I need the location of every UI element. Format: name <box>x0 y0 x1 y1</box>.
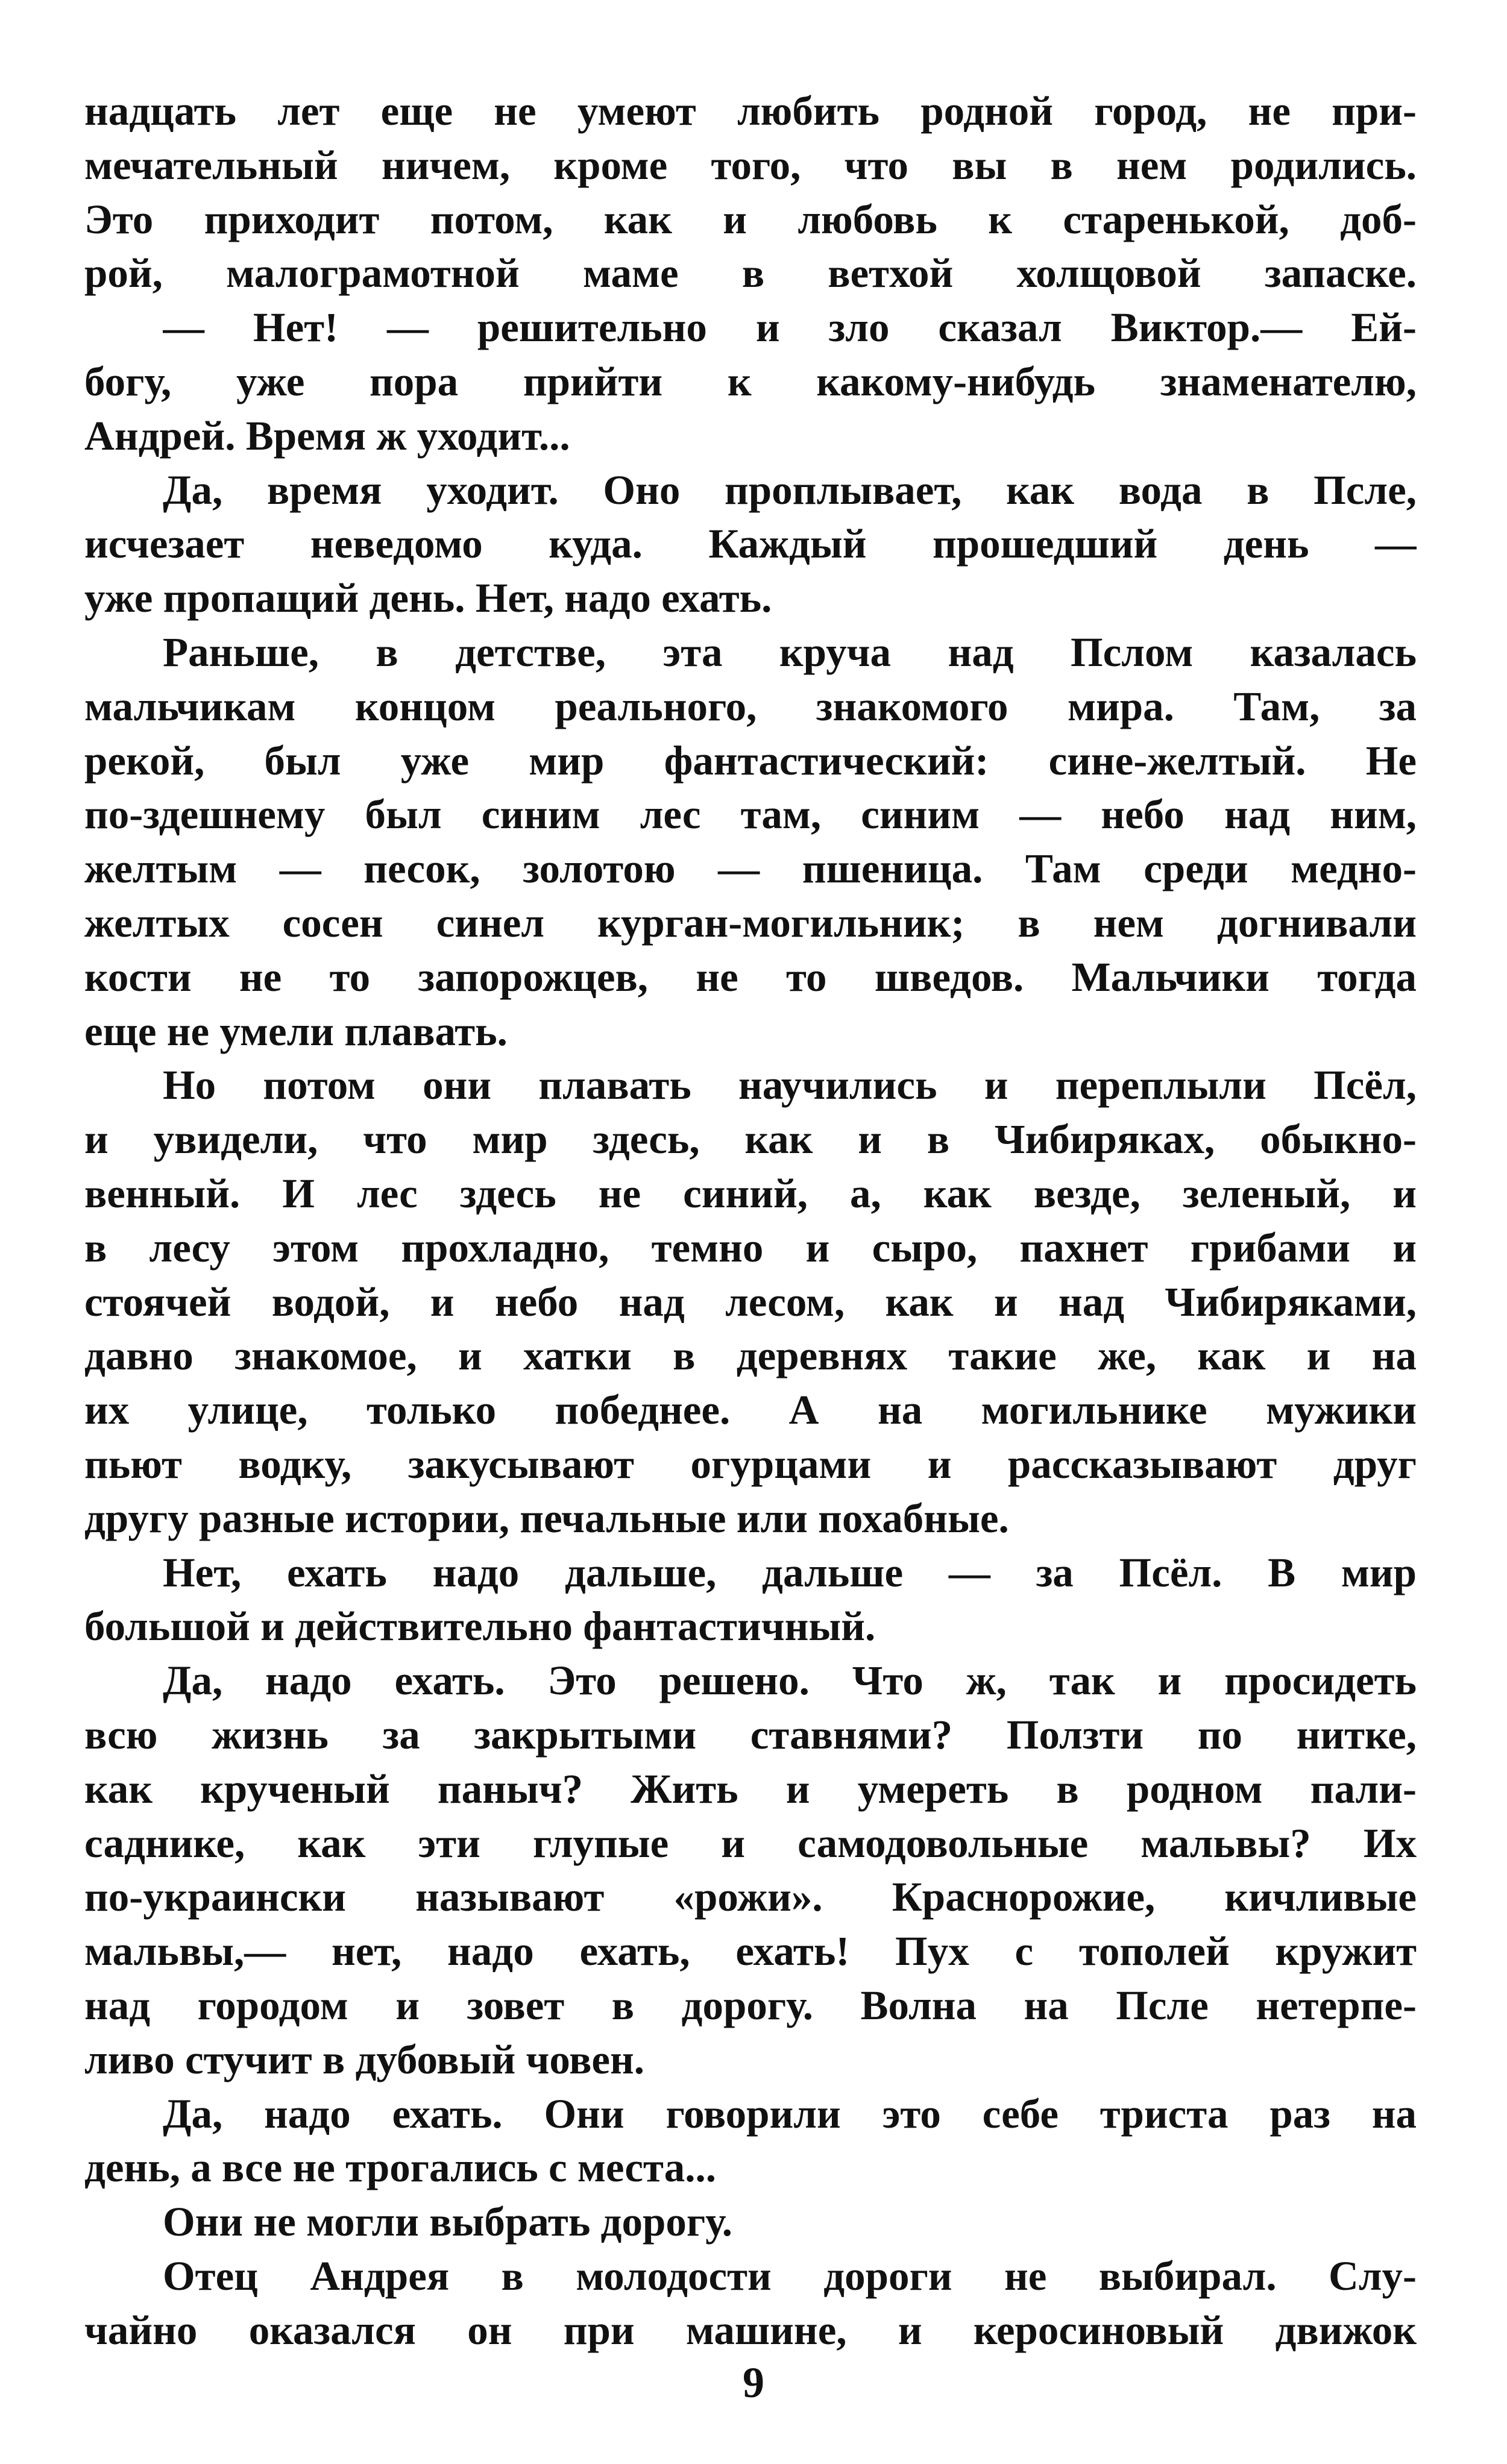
text-line: Да, время уходит. Оно проплывает, как вода в Псле, <box>163 467 1417 513</box>
text-line: день, а все не трогались с места... <box>84 2145 716 2190</box>
text-line: в лесу этом прохладно, темно и сыро, пахнет грибами и <box>84 1225 1417 1271</box>
text-line: Да, надо ехать. Они говорили это себе триста раз на <box>163 2091 1417 2137</box>
text-line: чайно оказался он при машине, и керосиновый движок <box>84 2307 1417 2353</box>
text-line: ливо стучит в дубовый човен. <box>84 2037 645 2082</box>
text-line: Но потом они плавать научились и переплыли Псёл, <box>163 1062 1417 1108</box>
text-line: пьют водку, закусывают огурцами и рассказывают друг <box>84 1441 1417 1487</box>
text-line: уже пропащий день. Нет, надо ехать. <box>84 575 772 621</box>
text-line: по-здешнему был синим лес там, синим — небо над ним, <box>84 791 1417 837</box>
text-line: стоячей водой, и небо над лесом, как и над Чибиряками, <box>84 1279 1417 1325</box>
body-text <box>84 84 1417 2353</box>
page-number: 9 <box>743 2359 764 2407</box>
text-line: Нет, ехать надо дальше, дальше — за Псёл. В мир <box>163 1550 1417 1595</box>
text-line: — Нет! — решительно и зло сказал Виктор.— Ей- <box>163 304 1417 350</box>
text-line: над городом и зовет в дорогу. Волна на Псле нетерпе- <box>84 1982 1417 2028</box>
text-line: Отец Андрея в молодости дороги не выбирал. Слу- <box>163 2253 1417 2299</box>
text-line: Они не могли выбрать дорогу. <box>163 2199 733 2245</box>
text-line: богу, уже пора прийти к какому-нибудь знаменателю, <box>84 359 1417 404</box>
text-line: их улице, только победнее. А на могильнике мужики <box>84 1387 1417 1433</box>
text-line: как крученый паныч? Жить и умереть в родном пали- <box>84 1766 1417 1812</box>
text-line: рой, малограмотной маме в ветхой холщовой запаске. <box>84 250 1417 296</box>
text-line: Андрей. Время ж уходит... <box>84 413 570 459</box>
text-line: венный. И лес здесь не синий, а, как везде, зеленый, и <box>84 1171 1417 1216</box>
text-line: Да, надо ехать. Это решено. Что ж, так и просидеть <box>163 1658 1417 1703</box>
text-line: надцать лет еще не умеют любить родной город, не при- <box>84 88 1417 134</box>
text-line: кости не то запорожцев, не то шведов. Мальчики тогда <box>84 954 1417 1000</box>
text-line: Раньше, в детстве, эта круча над Пслом казалась <box>163 629 1417 675</box>
text-line: желтых сосен синел курган-могильник; в нем догнивали <box>84 900 1417 946</box>
text-line: желтым — песок, золотою — пшеница. Там среди медно- <box>84 846 1417 891</box>
text-line: другу разные истории, печальные или похабные. <box>84 1495 1009 1541</box>
text-line: саднике, как эти глупые и самодовольные мальвы? Их <box>84 1820 1417 1866</box>
text-line: всю жизнь за закрытыми ставнями? Ползти по нитке, <box>84 1712 1417 1758</box>
text-line: и увидели, что мир здесь, как и в Чибиряках, обыкно- <box>84 1116 1417 1162</box>
text-line: мальвы,— нет, надо ехать, ехать! Пух с тополей кружит <box>84 1928 1417 1974</box>
text-line: еще не умели плавать. <box>84 1008 508 1054</box>
text-line: большой и действительно фантастичный. <box>84 1603 876 1649</box>
text-line: мальчикам концом реального, знакомого мира. Там, за <box>84 684 1417 729</box>
text-line: Это приходит потом, как и любовь к старенькой, доб- <box>84 196 1417 242</box>
text-line: рекой, был уже мир фантастический: сине-желтый. Не <box>84 738 1417 784</box>
text-line: по-украински называют «рожи». Краснорожие, кичливые <box>84 1874 1417 1920</box>
text-line: давно знакомое, и хатки в деревнях такие же, как и на <box>84 1333 1417 1378</box>
text-line: исчезает неведомо куда. Каждый прошедший день — <box>84 521 1417 567</box>
text-line: мечательный ничем, кроме того, что вы в нем родились. <box>84 142 1417 188</box>
